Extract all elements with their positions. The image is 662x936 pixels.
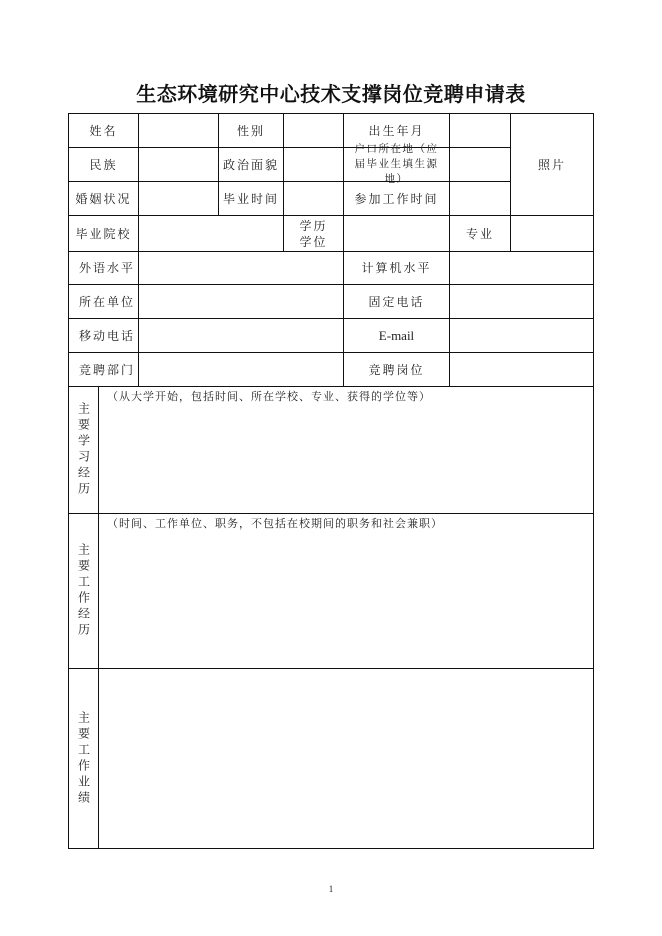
hukou-field[interactable] — [449, 147, 511, 182]
mobile-label: 移动电话 — [68, 318, 139, 353]
landline-label: 固定电话 — [343, 284, 450, 319]
achievements-section-label: 主要工作业绩 — [76, 710, 91, 807]
employer-field[interactable] — [138, 284, 344, 319]
education-section-label: 主要学习经历 — [76, 402, 91, 498]
birth-label: 出生年月 — [343, 113, 450, 148]
name-field[interactable] — [138, 113, 219, 148]
name-label: 姓名 — [68, 113, 139, 148]
education-hint: （从大学开始，包括时间、所在学校、专业、获得的学位等） — [107, 390, 431, 403]
form-title: 生态环境研究中心技术支撑岗位竞聘申请表 — [136, 82, 526, 106]
computer-label: 计算机水平 — [343, 251, 450, 285]
dept-label: 竞聘部门 — [68, 352, 139, 387]
school-label: 毕业院校 — [68, 215, 139, 252]
degree-label: 学历学位 — [283, 215, 344, 252]
marital-label: 婚姻状况 — [68, 181, 139, 216]
hukou-label: 户口所在地（应届毕业生填生源地） — [343, 147, 450, 182]
marital-field[interactable] — [138, 181, 219, 216]
photo-box[interactable]: 照片 — [510, 113, 594, 216]
foreign-lang-field[interactable] — [138, 251, 344, 285]
work-section-label-cell — [68, 513, 99, 669]
email-field[interactable] — [449, 318, 594, 353]
graduation-time-field[interactable] — [283, 181, 344, 216]
achievements-section-label-cell — [68, 668, 99, 849]
computer-field[interactable] — [449, 251, 594, 285]
education-section-label-cell — [68, 386, 99, 514]
education-history-field[interactable] — [98, 386, 594, 514]
employer-label: 所在单位 — [68, 284, 139, 319]
birth-field[interactable] — [449, 113, 511, 148]
work-start-label: 参加工作时间 — [343, 181, 450, 216]
email-label: E-mail — [343, 318, 450, 353]
gender-field[interactable] — [283, 113, 344, 148]
major-label: 专业 — [449, 215, 511, 252]
graduation-time-label: 毕业时间 — [218, 181, 284, 216]
position-label: 竞聘岗位 — [343, 352, 450, 387]
landline-field[interactable] — [449, 284, 594, 319]
position-field[interactable] — [449, 352, 594, 387]
gender-label: 性别 — [218, 113, 284, 148]
school-field[interactable] — [138, 215, 284, 252]
mobile-field[interactable] — [138, 318, 344, 353]
work-section-label: 主要工作经历 — [76, 543, 91, 639]
work-start-field[interactable] — [449, 181, 511, 216]
page-number: 1 — [328, 884, 334, 894]
degree-field[interactable] — [343, 215, 450, 252]
dept-field[interactable] — [138, 352, 344, 387]
ethnicity-label: 民族 — [68, 147, 139, 182]
foreign-lang-label: 外语水平 — [68, 251, 139, 285]
political-field[interactable] — [283, 147, 344, 182]
work-hint: （时间、工作单位、职务，不包括在校期间的职务和社会兼职） — [107, 517, 443, 530]
political-label: 政治面貌 — [218, 147, 284, 182]
achievements-field[interactable] — [98, 668, 594, 849]
work-history-field[interactable] — [98, 513, 594, 669]
ethnicity-field[interactable] — [138, 147, 219, 182]
major-field[interactable] — [510, 215, 594, 252]
